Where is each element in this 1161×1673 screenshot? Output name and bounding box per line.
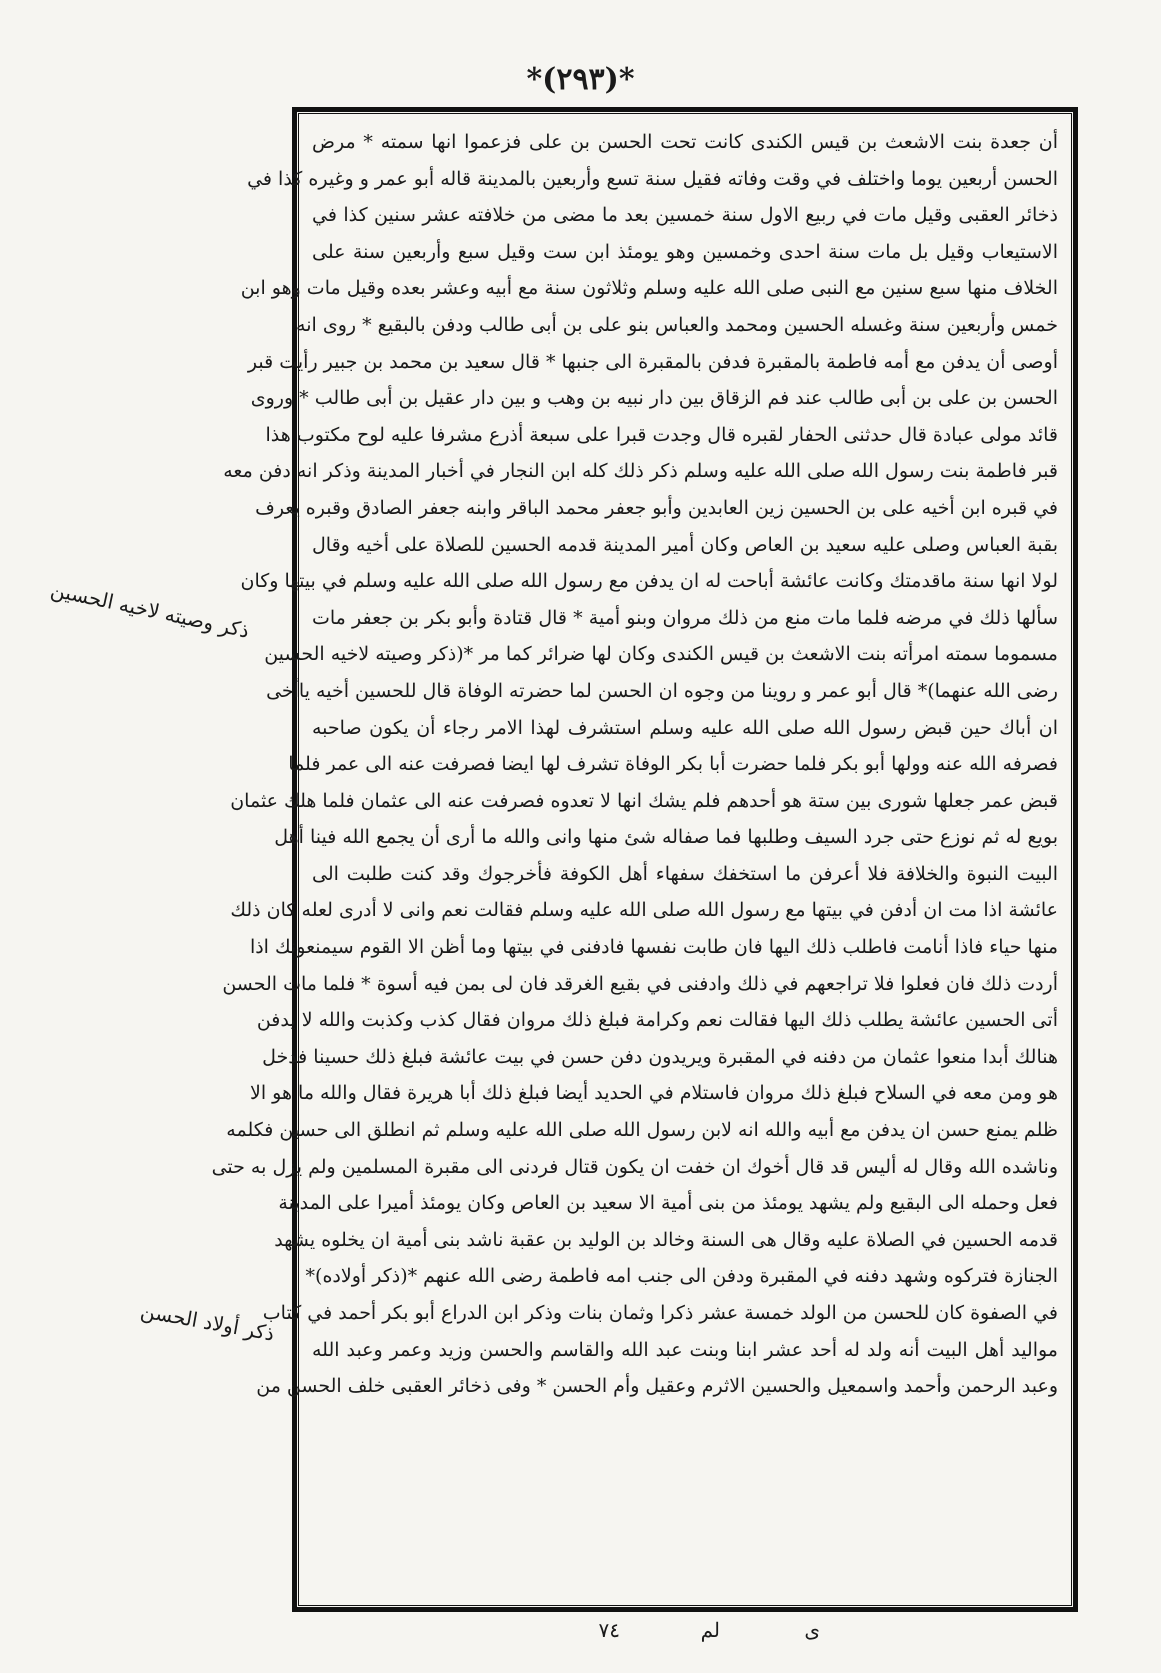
text-line: رضى الله عنهما)* قال أبو عمر و روينا من وجوه ان الحسن لما حضرته الوفاة قال للحسين أخيه ياأخى	[266, 679, 1058, 702]
text-line: خمس وأربعين سنة وغسله الحسين ومحمد والعباس بنو على بن أبى طالب ودفن بالبقيع * روى انه	[296, 313, 1058, 336]
text-line: مسموما سمته امرأته بنت الاشعث بن قيس الكندى وكان لها ضرائر كما مر *(ذكر وصيته لاخيه الحسين	[264, 643, 1058, 666]
text-line: قبض عمر جعلها شورى بين ستة هو أحدهم فلم يشك انها لا تعدوه فصرفت عنه الى عثمان فلما هلك عثمان	[230, 789, 1058, 812]
text-line: بويع له ثم نوزع حتى جرد السيف وطلبها فما صفاله شئ منها وانى والله ما أرى أن يجمع الله فينا أهل	[274, 826, 1058, 849]
text-line: فصرفه الله عنه وولها أبو بكر فلما حضرت أبا بكر الوفاة تشرف لها ايضا فصرفت عنه الى عمر فلما	[288, 753, 1058, 776]
text-line: أردت ذلك فان فعلوا فلا تراجعهم في ذلك وادفنى في بقيع الغرقد فان لى بمن فيه أسوة * فلما مات الحسن	[222, 972, 1058, 995]
page-number: *(٢٩٣)*	[526, 62, 635, 97]
text-line: سألها ذلك في مرضه فلما مات منع من ذلك مروان وبنو أمية * قال قتادة وأبو بكر بن جعفر مات	[312, 606, 1059, 629]
text-line: في قبره ابن أخيه على بن الحسين زين العابدين وأبو جعفر محمد الباقر وابنه جعفر الصادق وقبره يعرف	[255, 496, 1058, 519]
footer-mark-2: لم	[700, 1618, 720, 1642]
text-line: ان أباك حين قبض رسول الله صلى الله عليه وسلم استشرف لهذا الامر رجاء أن يكون صاحبه	[312, 716, 1058, 739]
text-line: مواليد أهل البيت أنه ولد له أحد عشر ابنا وبنت عبد الله والقاسم والحسن وزيد وعمر وعبد الله	[312, 1338, 1058, 1361]
text-line: عائشة اذا مت ان أدفن في بيتها مع رسول الله صلى الله عليه وسلم فقالت نعم وانى لا أدرى لعله كان ذلك	[230, 899, 1058, 922]
text-line: بقبة العباس وصلى عليه سعيد بن العاص وكان أمير المدينة قدمه الحسين للصلاة على أخيه وقال	[312, 533, 1058, 556]
text-line: لولا انها سنة ماقدمتك وكانت عائشة أباحت له ان يدفن مع رسول الله صلى الله عليه وسلم في بيتها وكان	[240, 570, 1058, 593]
text-line: أن جعدة بنت الاشعث بن قيس الكندى كانت تحت الحسن بن على فزعموا انها سمته * مرض	[312, 131, 1058, 153]
footer-mark-1: ى	[804, 1618, 820, 1642]
text-line: قائد مولى عبادة قال حدثنى الحفار لقبره قال وجدت قبرا على سبعة أذرع مشرفا عليه لوح مكتوب هذا	[265, 423, 1058, 446]
text-line: ظلم يمنع حسن ان يدفن مع أبيه والله انه لابن رسول الله صلى الله عليه وسلم ثم انطلق الى حسين فكلمه	[226, 1119, 1058, 1142]
text-line: هو ومن معه في السلاح فبلغ ذلك مروان فاستلام في الحديد أيضا فبلغ ذلك أبا هريرة فقال والله ما هو الا	[250, 1082, 1058, 1105]
text-line: هنالك أبدا منعوا عثمان من دفنه في المقبرة ويريدون دفن حسن في بيت عائشة فبلغ ذلك حسينا فدخل	[262, 1045, 1058, 1068]
footer-signature: ٧٤	[598, 1618, 620, 1642]
text-line: الاستيعاب وقيل بل مات سنة احدى وخمسين وهو يومئذ ابن ست وقيل سبع وأربعين سنة على	[312, 240, 1058, 263]
text-line: وعبد الرحمن وأحمد واسمعيل والحسين الاثرم وعقيل وأم الحسن * وفى ذخائر العقبى خلف الحسن من	[256, 1375, 1058, 1398]
text-line: أوصى أن يدفن مع أمه فاطمة بالمقبرة فدفن بالمقبرة الى جنبها * قال سعيد بن محمد بن جبير رأيت قبر	[247, 350, 1058, 373]
text-line: وناشده الله وقال له أليس قد قال أخوك ان خفت ان يكون قتال فردنى الى مقبرة المسلمين ولم يزل به حتى	[211, 1155, 1058, 1178]
text-line: أتى الحسين عائشة يطلب ذلك اليها فقالت نعم وكرامة فبلغ ذلك مروان فقال كذب وكذبت والله لا يدفن	[256, 1009, 1058, 1032]
text-line: فعل وحمله الى البقيع ولم يشهد يومئذ من بنى أمية الا سعيد بن العاص وكان يومئذ أميرا على المدينة	[278, 1192, 1058, 1215]
main-text-block	[211, 124, 1070, 1594]
text-line: الحسن أربعين يوما واختلف في وقت وفاته فقيل سنة تسع وأربعين بالمدينة قاله أبو عمر و وغيره كذا في	[247, 167, 1058, 190]
text-line: في الصفوة كان للحسن من الولد خمسة عشر ذكرا وثمان بنات وذكر ابن الدراع أبو بكر أحمد في كتاب	[262, 1302, 1058, 1324]
margin-note-children: ذكر أولاد الحسن	[138, 1298, 277, 1346]
text-line: قدمه الحسين في الصلاة عليه وقال هى السنة وخالد بن الوليد بن عقبة ناشد بنى أمية ان يخلوه يشهد	[274, 1228, 1058, 1251]
text-line: منها حياء فاذا أنامت فاطلب ذلك اليها فان طابت نفسها فادفنى في بيتها وما أظن الا القوم سيمنعونك اذا	[249, 936, 1058, 959]
text-line: قبر فاطمة بنت رسول الله صلى الله عليه وسلم ذكر ذلك كله ابن النجار في أخبار المدينة وذكر انه دفن معه	[223, 460, 1058, 483]
text-line: البيت النبوة والخلافة فلا أعرفن ما استخفك سفهاء أهل الكوفة فأخرجوك وقد كنت طلبت الى	[312, 862, 1058, 885]
text-line: الحسن بن على بن أبى طالب عند فم الزقاق بين دار نبيه بن وهب و بين دار عقيل بن أبى طالب * وروى	[250, 387, 1058, 410]
text-line: الجنازة فتركوه وشهد دفنه في المقبرة ودفن الى جنب امه فاطمة رضى الله عنهم *(ذكر أولاده)*	[305, 1265, 1058, 1288]
text-line: ذخائر العقبى وقيل مات في ربيع الاول سنة خمسين بعد ما مضى من خلافته عشر سنين كذا في	[312, 204, 1058, 227]
page-footer	[520, 1618, 820, 1658]
margin-note-will: ذكر وصيته لاخيه الحسين	[48, 577, 252, 643]
text-line: الخلاف منها سبع سنين مع النبى صلى الله عليه وسلم وثلاثون سنة مع أبيه وعشر بعده وقيل مات وهو ابن	[240, 277, 1058, 300]
